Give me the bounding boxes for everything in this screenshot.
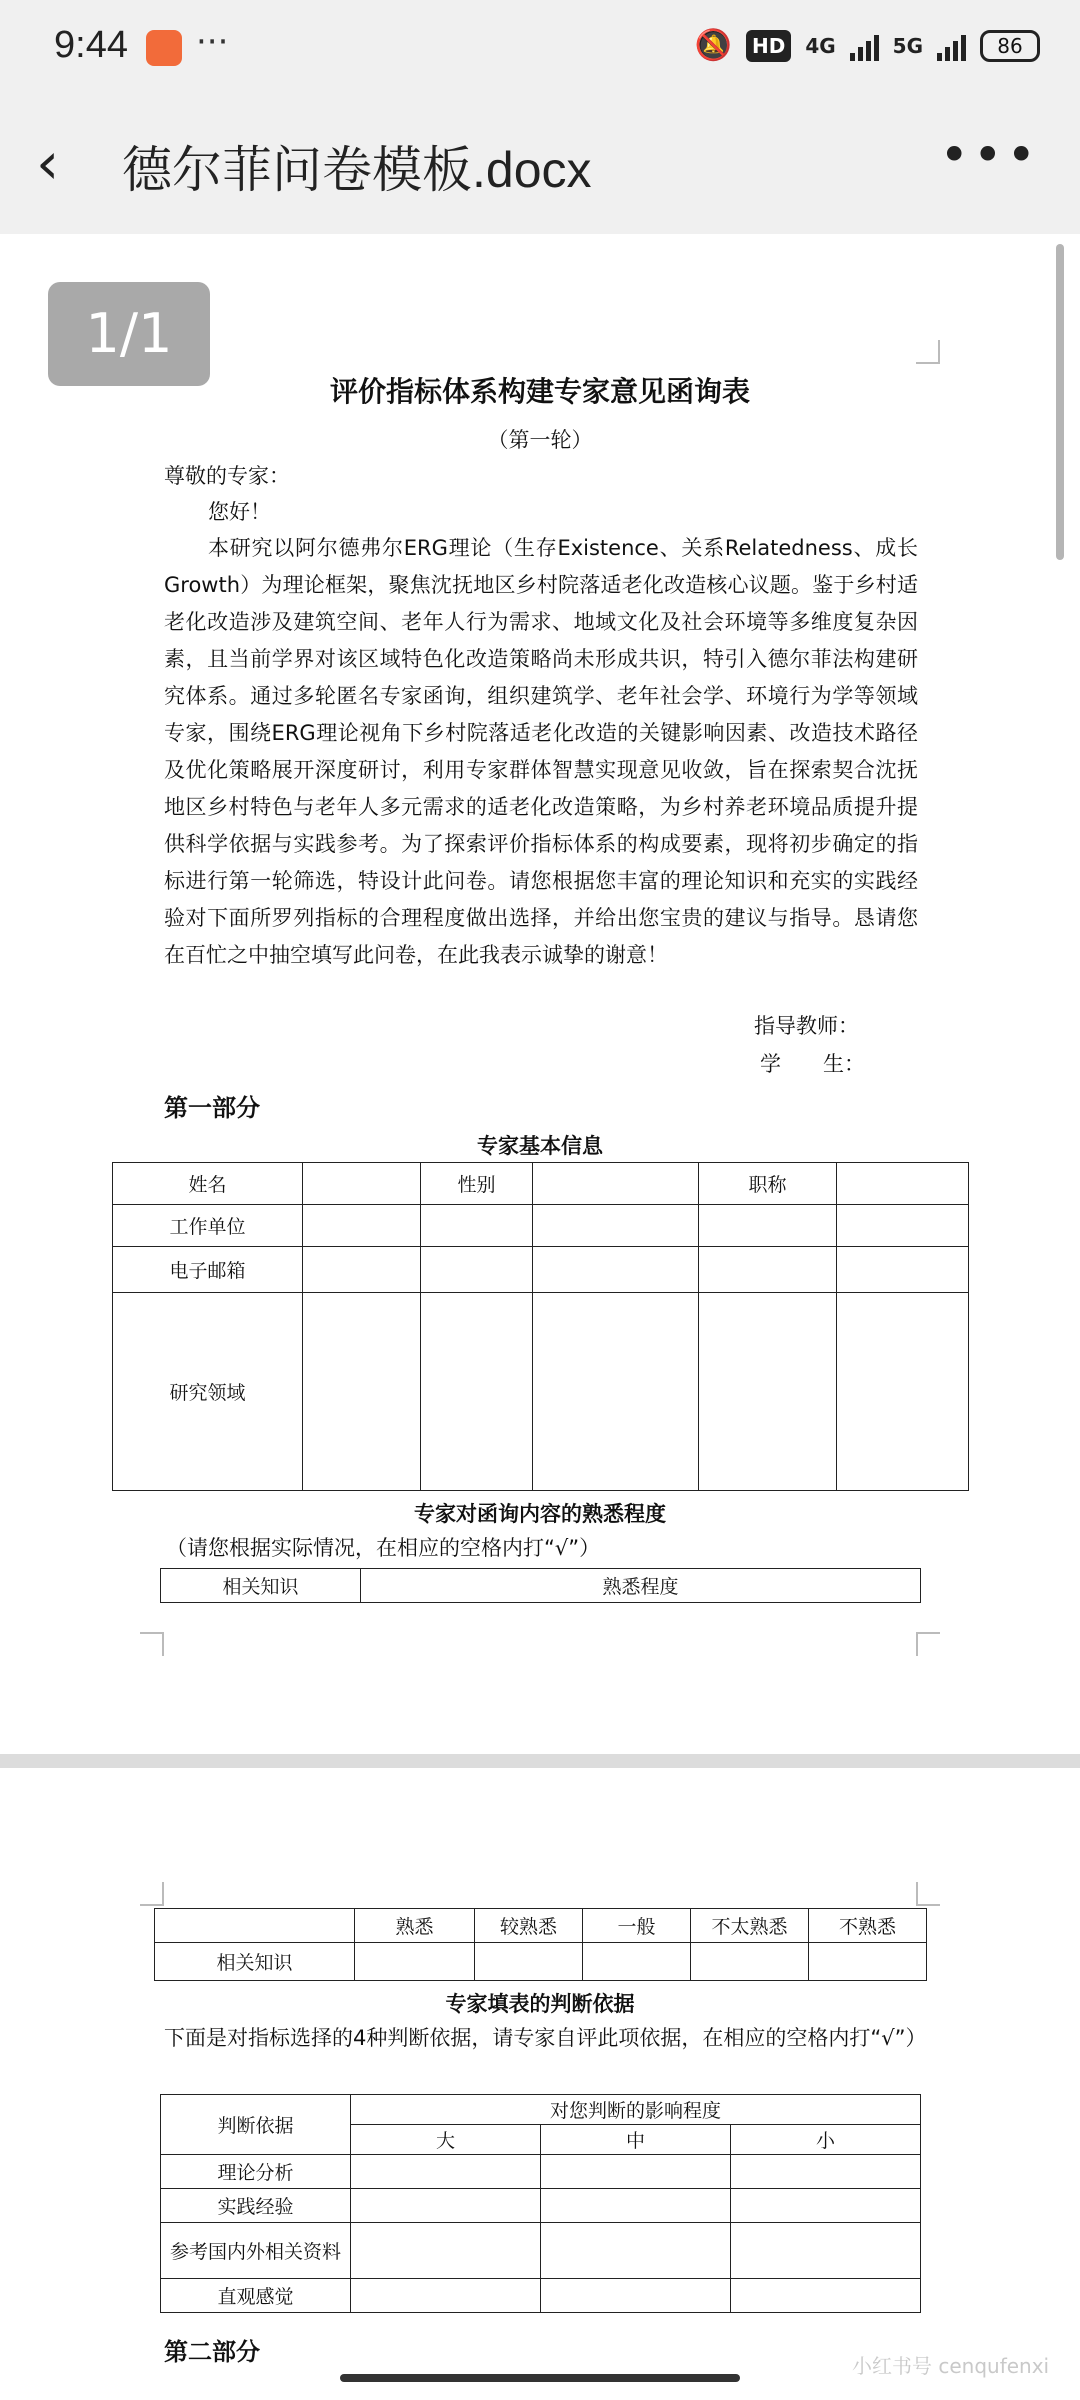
table-cell[interactable] — [475, 1943, 583, 1981]
hello-text: 您好！ — [208, 500, 271, 524]
table-cell[interactable] — [303, 1293, 421, 1491]
basis-row-label: 理论分析 — [161, 2155, 351, 2189]
status-icons — [695, 28, 1040, 63]
level-medium: 中 — [541, 2125, 731, 2155]
basis-row-label: 实践经验 — [161, 2189, 351, 2223]
page-corner-mark — [916, 1882, 940, 1906]
table-cell[interactable] — [837, 1293, 969, 1491]
level-not-very-familiar: 不太熟悉 — [691, 1909, 809, 1943]
table-cell[interactable] — [731, 2155, 921, 2189]
home-indicator[interactable] — [340, 2374, 740, 2382]
status-time: 9:44 — [54, 24, 128, 66]
page-corner-mark — [140, 1632, 164, 1656]
advisor-label: 指导教师： — [754, 1014, 859, 1038]
title-field[interactable] — [837, 1163, 969, 1205]
table-cell[interactable] — [837, 1247, 969, 1293]
table-cell[interactable] — [541, 2223, 731, 2279]
influence-header: 对您判断的影响程度 — [351, 2095, 921, 2125]
table-cell[interactable] — [541, 2155, 731, 2189]
table-cell[interactable] — [699, 1293, 837, 1491]
research-field-label: 研究领域 — [113, 1293, 303, 1491]
table-cell[interactable] — [351, 2155, 541, 2189]
page-corner-mark — [916, 1632, 940, 1656]
basis-title: 专家填表的判断依据 — [445, 1992, 635, 2016]
level-large: 大 — [351, 2125, 541, 2155]
table-cell[interactable] — [533, 1247, 699, 1293]
table-cell[interactable] — [691, 1943, 809, 1981]
doc-main-title: 评价指标体系构建专家意见函询表 — [329, 375, 750, 408]
table-cell — [155, 1909, 355, 1943]
title-label: 职称 — [699, 1163, 837, 1205]
network-4g: 4G — [805, 33, 836, 58]
table-cell[interactable] — [351, 2189, 541, 2223]
table-cell[interactable] — [541, 2189, 731, 2223]
top-bar — [0, 0, 1080, 234]
level-familiar: 熟悉 — [355, 1909, 475, 1943]
table-cell[interactable] — [699, 1247, 837, 1293]
knowledge-row-label: 相关知识 — [155, 1943, 355, 1981]
level-average: 一般 — [583, 1909, 691, 1943]
familiarity-table — [154, 1908, 927, 1981]
basis-table — [160, 2094, 921, 2313]
table-cell[interactable] — [731, 2189, 921, 2223]
table-cell[interactable] — [355, 1943, 475, 1981]
familiarity-header-table — [160, 1568, 921, 1603]
table-cell[interactable] — [837, 1205, 969, 1247]
familiarity-title: 专家对函询内容的熟悉程度 — [414, 1502, 666, 1526]
table-cell[interactable] — [421, 1205, 533, 1247]
familiarity-note: （请您根据实际情况，在相应的空格内打“√”） — [166, 1536, 601, 1560]
greeting: 尊敬的专家： — [164, 464, 290, 488]
more-options-button[interactable]: ••• — [939, 126, 1040, 184]
table-cell[interactable] — [421, 1293, 533, 1491]
doc-round: （第一轮） — [487, 428, 593, 452]
watermark: 小红书号 cenqufenxi — [852, 2354, 1050, 2378]
name-field[interactable] — [303, 1163, 421, 1205]
table-cell[interactable] — [303, 1205, 421, 1247]
table-cell[interactable] — [303, 1247, 421, 1293]
basic-info-table — [112, 1162, 969, 1491]
knowledge-header: 相关知识 — [161, 1569, 361, 1603]
table-cell[interactable] — [731, 2223, 921, 2279]
page-corner-mark — [140, 1882, 164, 1906]
back-button[interactable]: ‹ — [36, 129, 60, 197]
table-cell[interactable] — [583, 1943, 691, 1981]
more-notifications-icon: ··· — [196, 22, 229, 62]
basic-info-title: 专家基本信息 — [477, 1134, 603, 1158]
basis-note: 下面是对指标选择的4种判断依据，请专家自评此项依据，在相应的空格内打“√”） — [164, 2026, 927, 2050]
signal-icon — [850, 31, 879, 61]
basis-header: 判断依据 — [161, 2095, 351, 2155]
part-two-heading: 第二部分 — [164, 2338, 260, 2366]
page-indicator: 1/1 — [48, 282, 210, 386]
level-unfamiliar: 不熟悉 — [809, 1909, 927, 1943]
document-title: 德尔菲问卷模板.docx — [122, 142, 592, 198]
gender-field[interactable] — [533, 1163, 699, 1205]
table-cell[interactable] — [541, 2279, 731, 2313]
gender-label: 性别 — [421, 1163, 533, 1205]
level-small: 小 — [731, 2125, 921, 2155]
work-unit-label: 工作单位 — [113, 1205, 303, 1247]
email-label: 电子邮箱 — [113, 1247, 303, 1293]
degree-header: 熟悉程度 — [361, 1569, 921, 1603]
basis-row-label: 直观感觉 — [161, 2279, 351, 2313]
table-cell[interactable] — [351, 2223, 541, 2279]
network-5g: 5G — [892, 33, 923, 58]
table-cell[interactable] — [533, 1205, 699, 1247]
part-one-heading: 第一部分 — [164, 1094, 260, 1122]
battery-indicator: 86 — [980, 30, 1040, 62]
level-fairly-familiar: 较熟悉 — [475, 1909, 583, 1943]
table-cell[interactable] — [421, 1247, 533, 1293]
name-label: 姓名 — [113, 1163, 303, 1205]
table-cell[interactable] — [533, 1293, 699, 1491]
intro-paragraph: 本研究以阿尔德弗尔ERG理论（生存Existence、关系Relatedness、成长Growth）为理论框架，聚焦沈抚地区乡村院落适老化改造核心议题。鉴于乡村适老化改造涉及建筑空间、老年人行为需求、地域文化及社会环境等多维度复杂因素，且当前学界对该区域特色化改造策略尚未形成共识，特引入德尔菲法构建研究体系。通过多轮匿名专家函询，组织建筑学、老年社会学、环境行为学等领域专家，围绕ERG理论视角下乡村院落适老化改造的关键影响因素、改造技术路径及优化策略展开深度研讨，利用专家群体智慧实现意见收敛，旨在探索契合沈抚地区乡村特色与老年人多元需求的适老化改造策略，为乡村养老环境品质提升提供科学依据与实践参考。为了探索评价指标体系的构成要素，现将初步确定的指标进行第一轮筛选，特设计此问卷。请您根据您丰富的理论知识和充实的实践经验对下面所罗列指标的合理程度做出选择，并给出您宝贵的建议与指导。恳请您在百忙之中抽空填写此问卷，在此我表示诚挚的谢意！ — [164, 536, 918, 967]
status-bar — [0, 0, 1080, 100]
student-label: 学 生： — [760, 1052, 865, 1076]
app-notification-icon — [146, 30, 182, 66]
table-cell[interactable] — [809, 1943, 927, 1981]
table-cell[interactable] — [731, 2279, 921, 2313]
page-corner-mark — [916, 340, 940, 364]
table-cell[interactable] — [351, 2279, 541, 2313]
hd-badge: HD — [746, 30, 791, 62]
table-cell[interactable] — [699, 1205, 837, 1247]
basis-row-label: 参考国内外相关资料 — [161, 2223, 351, 2279]
mute-bell-icon: 🔕 — [694, 28, 732, 63]
signal-icon-2 — [937, 31, 966, 61]
